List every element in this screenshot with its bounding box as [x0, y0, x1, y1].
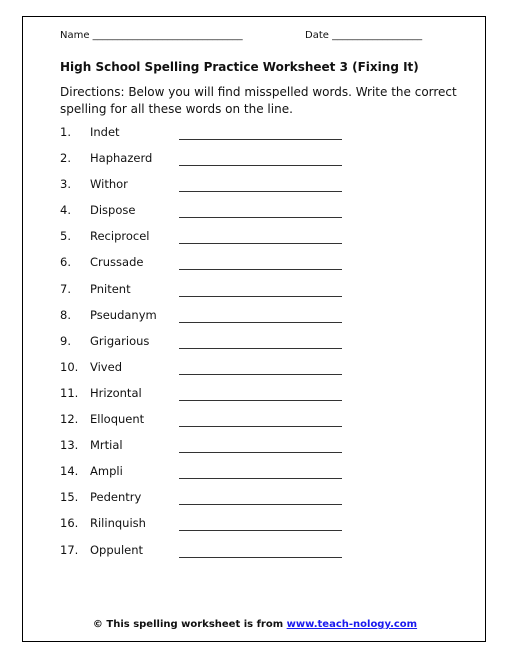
footer-text: © This spelling worksheet is from	[92, 619, 287, 630]
word-number: 14.	[60, 464, 79, 479]
answer-line[interactable]	[179, 543, 342, 558]
misspelled-word: Crussade	[90, 255, 144, 270]
answer-line[interactable]	[179, 360, 342, 375]
word-number: 11.	[60, 385, 79, 400]
directions-text: Directions: Below you will find misspelled words. Write the correct spelling for all these words on the line.	[60, 85, 457, 116]
date-field-label: Date __________________	[305, 30, 423, 41]
footer-link[interactable]: www.teach-nology.com	[286, 619, 418, 630]
misspelled-word: Elloquent	[90, 412, 145, 427]
word-number: 7.	[60, 281, 71, 296]
word-number: 17.	[60, 542, 79, 557]
misspelled-word: Indet	[90, 125, 120, 139]
answer-line[interactable]	[179, 386, 342, 401]
misspelled-word: Pseudanym	[90, 307, 157, 322]
misspelled-word: Withor	[90, 177, 128, 192]
answer-line[interactable]	[179, 334, 342, 349]
word-number: 1.	[60, 125, 71, 139]
word-number: 12.	[60, 412, 79, 427]
footer	[0, 619, 510, 630]
word-number: 13.	[60, 438, 79, 453]
answer-line[interactable]	[179, 125, 342, 140]
misspelled-word: Haphazerd	[90, 151, 153, 166]
word-number: 6.	[60, 255, 71, 270]
word-number: 3.	[60, 177, 71, 192]
word-number: 9.	[60, 333, 71, 348]
answer-line[interactable]	[179, 516, 342, 531]
word-number: 2.	[60, 151, 71, 166]
word-number: 15.	[60, 490, 79, 505]
worksheet-title: High School Spelling Practice Worksheet 3 (Fixing It)	[60, 60, 419, 74]
word-number: 4.	[60, 203, 71, 218]
word-number: 5.	[60, 229, 71, 244]
word-number: 10.	[60, 359, 79, 374]
answer-line[interactable]	[179, 308, 342, 323]
misspelled-word: Ampli	[90, 464, 123, 479]
misspelled-word: Oppulent	[90, 542, 144, 557]
misspelled-word: Hrizontal	[90, 385, 142, 400]
misspelled-word: Mrtial	[90, 438, 123, 453]
word-number: 8.	[60, 307, 71, 322]
answer-line[interactable]	[179, 490, 342, 505]
misspelled-word: Reciprocel	[90, 229, 150, 244]
answer-line[interactable]	[179, 229, 342, 244]
misspelled-word: Grigarious	[90, 333, 150, 348]
misspelled-word: Rilinquish	[90, 516, 146, 531]
answer-line[interactable]	[179, 438, 342, 453]
misspelled-word: Dispose	[90, 203, 136, 218]
answer-line[interactable]	[179, 282, 342, 297]
misspelled-word: Pedentry	[90, 490, 142, 505]
answer-line[interactable]	[179, 151, 342, 166]
word-number: 16.	[60, 516, 79, 531]
answer-line[interactable]	[179, 177, 342, 192]
misspelled-word: Vived	[90, 359, 122, 374]
answer-line[interactable]	[179, 203, 342, 218]
misspelled-word: Pnitent	[90, 281, 131, 296]
name-field-label: Name ______________________________	[60, 30, 243, 41]
answer-line[interactable]	[179, 412, 342, 427]
answer-line[interactable]	[179, 255, 342, 270]
answer-line[interactable]	[179, 464, 342, 479]
